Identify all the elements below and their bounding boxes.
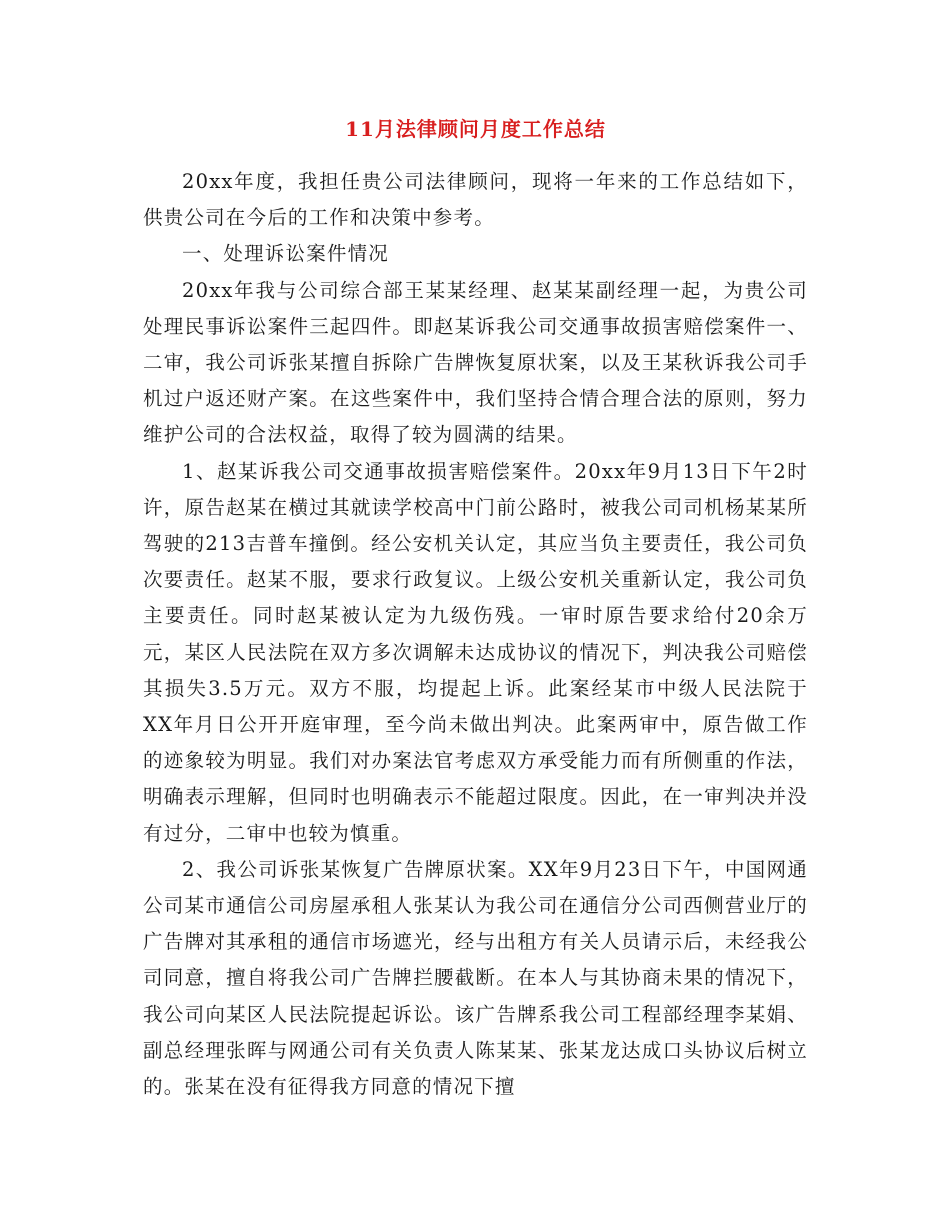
paragraph-case-2: 2、我公司诉张某恢复广告牌原状案。XX年9月23日下午，中国网通公司某市通信公司房屋承租人张某认为我公司在通信分公司西侧营业厅的广告牌对其承租的通信市场遮光，经与出租方有关人员请示后，未经我公司同意，擅自将我公司广告牌拦腰截断。在本人与其协商未果的情况下，我公司向某区人民法院提起诉讼。该广告牌系我公司工程部经理李某娟、副总经理张晖与网通公司有关负责人陈某某、张某龙达成口头协议后树立的。张某在没有征得我方同意的情况下擅 — [143, 857, 808, 1099]
paragraph-intro: 20xx年度，我担任贵公司法律顾问，现将一年来的工作总结如下，供贵公司在今后的工作和决策中参考。 — [143, 170, 808, 230]
document-page — [143, 112, 808, 1105]
section-heading-litigation: 一、处理诉讼案件情况 — [182, 242, 390, 266]
paragraph-case-1: 1、赵某诉我公司交通事故损害赔偿案件。20xx年9月13日下午2时许，原告赵某在横过其就读学校高中门前公路时，被我公司司机杨某某所驾驶的213吉普车撞倒。经公安机关认定，其应当负主要责任，我公司负次要责任。赵某不服，要求行政复议。上级公安机关重新认定，我公司负主要责任。同时赵某被认定为九级伤残。一审时原告要求给付20余万元，某区人民法院在双方多次调解未达成协议的情况下，判决我公司赔偿其损失3.5万元。双方不服，均提起上诉。此案经某市中级人民法院于XX年月日公开开庭审理，至今尚未做出判决。此案两审中，原告做工作的迹象较为明显。我们对办案法官考虑双方承受能力而有所侧重的作法，明确表示理解，但同时也明确表示不能超过限度。因此，在一审判决并没有过分，二审中也较为慎重。 — [143, 459, 808, 845]
document-title: 11月法律顾问月度工作总结 — [345, 117, 606, 141]
paragraph-litigation-overview: 20xx年我与公司综合部王某某经理、赵某某副经理一起，为贵公司处理民事诉讼案件三起四件。即赵某诉我公司交通事故损害赔偿案件一、二审，我公司诉张某擅自拆除广告牌恢复原状案，以及王某秋诉我公司手机过户返还财产案。在这些案件中，我们坚持合情合理合法的原则，努力维护公司的合法权益，取得了较为圆满的结果。 — [143, 278, 808, 447]
